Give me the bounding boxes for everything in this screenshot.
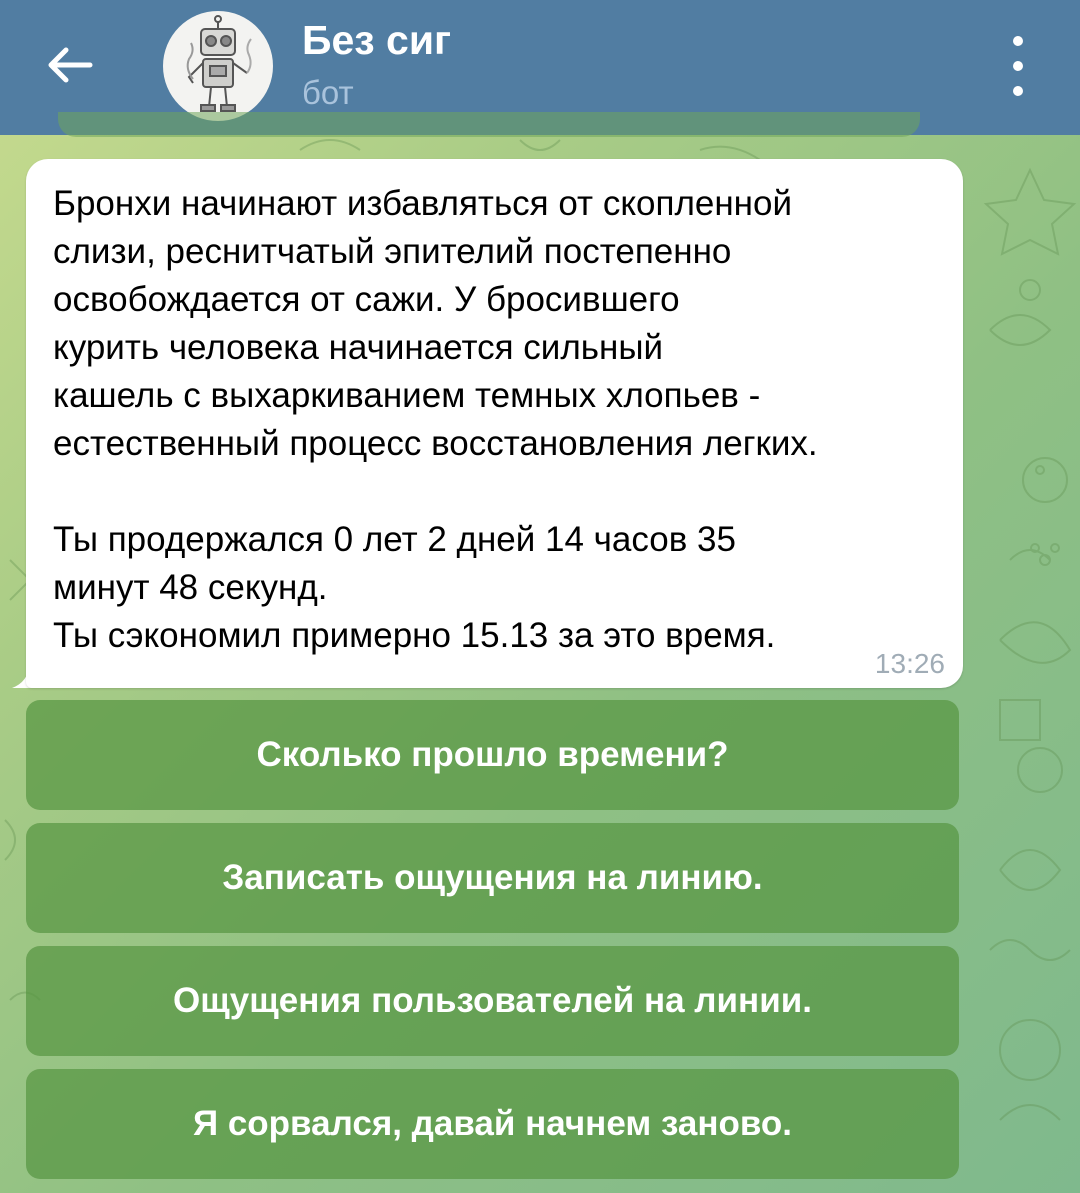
chat-subtitle: бот: [302, 74, 354, 111]
more-vertical-icon: [1013, 36, 1023, 46]
chat-title[interactable]: Без сиг: [302, 17, 452, 63]
keyboard-button-record-feelings[interactable]: Записать ощущения на линию.: [26, 823, 959, 933]
back-button[interactable]: [30, 30, 110, 100]
keyboard-button-elapsed-time[interactable]: Сколько прошло времени?: [26, 700, 959, 810]
more-options-button[interactable]: [995, 36, 1041, 96]
bot-avatar[interactable]: [163, 11, 273, 121]
message-text: Бронхи начинают избавляться от скопленной слизи, реснитчатый эпителий постепенно освобождается от сажи. У бросившего курить человека начинается сильный кашель с выхаркиванием темных хлопьев - естественный процесс восстановления легких. Ты продержался 0 лет 2 дней 14 часов 35 минут 48 секунд. Ты сэкономил примерно 15.13 за это время.: [53, 184, 818, 655]
previous-keyboard-edge: [58, 112, 920, 137]
arrow-left-icon: [46, 45, 94, 85]
message-bubble[interactable]: [26, 159, 963, 688]
keyboard-button-users-feelings[interactable]: Ощущения пользователей на линии.: [26, 946, 959, 1056]
robot-avatar-icon: [163, 11, 273, 121]
keyboard-button-restart[interactable]: Я сорвался, давай начнем заново.: [26, 1069, 959, 1179]
message-time: 13:26: [874, 648, 945, 679]
